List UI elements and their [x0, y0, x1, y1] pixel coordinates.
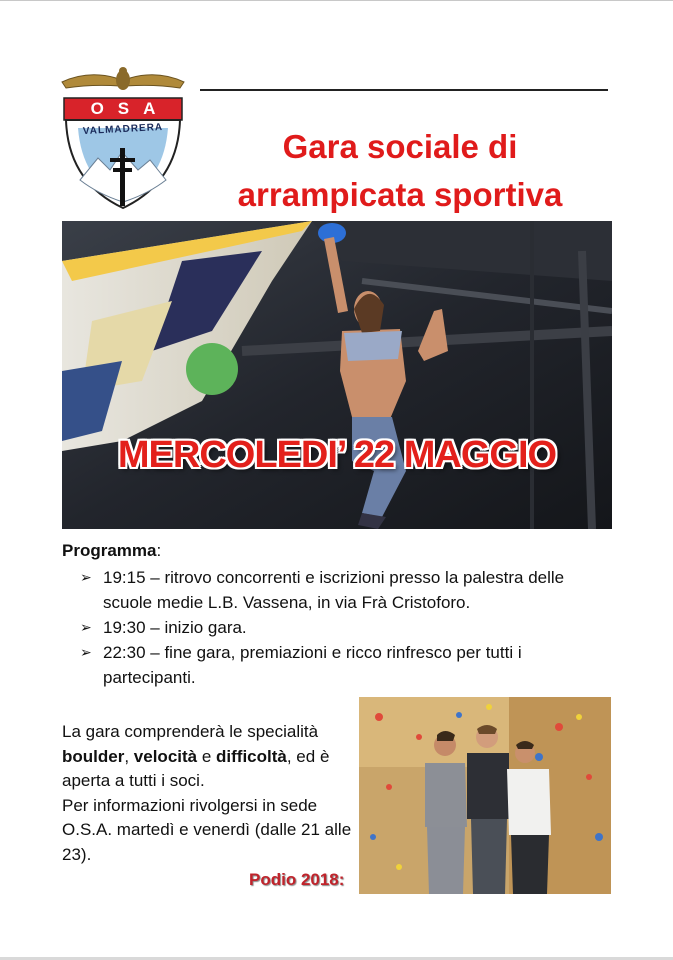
program-heading-label: Programma — [62, 541, 157, 560]
event-date: MERCOLEDI’ 22 MAGGIO — [117, 434, 557, 476]
program-time: 22:30 — [103, 643, 146, 662]
header-rule — [200, 89, 608, 91]
podio-label: Podio 2018: — [249, 870, 345, 889]
logo-place-text: VALMADRERA — [82, 121, 164, 138]
top-border — [0, 0, 673, 1]
title-line-1: Gara sociale di — [282, 128, 518, 165]
program-item — [80, 615, 600, 640]
page-title — [190, 123, 610, 219]
program-text: – inizio gara. — [145, 618, 247, 637]
climber-image — [62, 221, 612, 529]
podium-image — [359, 697, 611, 894]
title-line-2: arrampicata sportiva — [237, 176, 563, 213]
arrow-bullet-icon: ➢ — [80, 619, 92, 635]
arrow-bullet-icon: ➢ — [80, 644, 92, 660]
podium-photo — [359, 697, 611, 894]
info-intro: La gara comprenderà le specialità — [62, 722, 319, 741]
hero-climber-photo — [62, 221, 612, 529]
spec-difficolta: difficoltà — [216, 746, 287, 766]
spec-boulder: boulder — [62, 746, 125, 766]
program-time: 19:30 — [103, 618, 146, 637]
program-heading: Programma: — [62, 541, 162, 560]
program-list — [80, 565, 600, 690]
osa-logo — [58, 62, 188, 212]
program-text: – ritrovo concorrenti e iscrizioni presso la palestra delle scuole medie L.B. Vassena, in via Frà Cristoforo. — [103, 568, 565, 612]
program-text: – fine gara, premiazioni e ricco rinfresco per tutti i partecipanti. — [103, 643, 522, 687]
spec-velocita: velocità — [133, 746, 198, 766]
program-time: 19:15 — [103, 568, 146, 587]
info-paragraph: La gara comprenderà le specialità boulder, velocità e difficoltà, ed è aperta a tutti i soci. Per informazioni rivolgersi in sede O.S.A. martedì e venerdì (dalle 21 alle 23). — [62, 722, 352, 864]
logo-osa-text: OSA — [90, 99, 170, 118]
info-after: , ed è aperta a tutti i soci. — [62, 746, 330, 790]
info-contact: Per informazioni rivolgersi in sede O.S.A. martedì e venerdì (dalle 21 alle 23). — [62, 795, 352, 864]
program-item — [80, 640, 600, 690]
arrow-bullet-icon: ➢ — [80, 569, 92, 585]
program-item — [80, 565, 600, 615]
